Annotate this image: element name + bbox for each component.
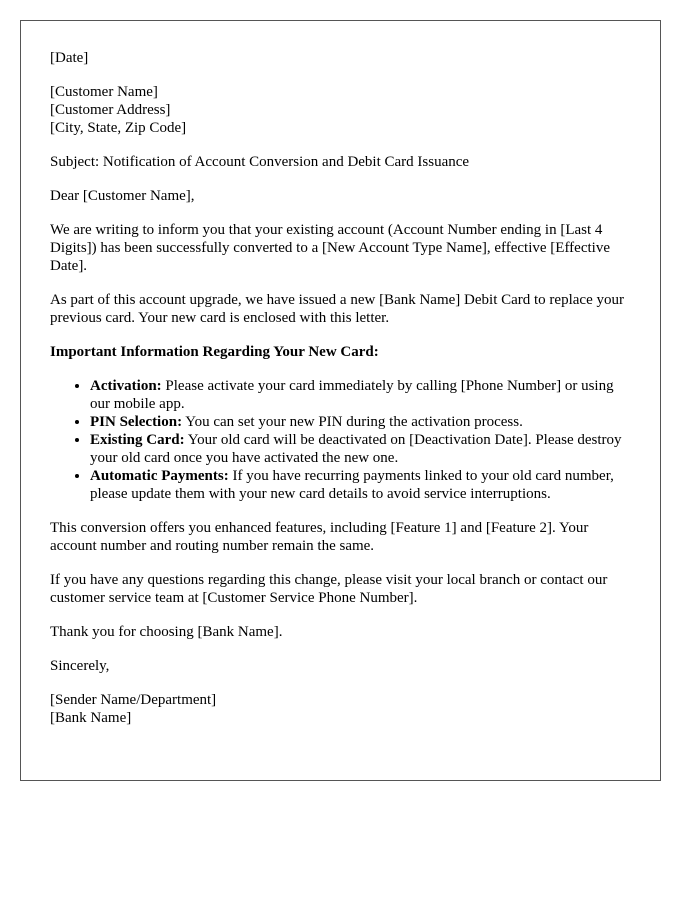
recipient-city-state-zip: [City, State, Zip Code] — [50, 120, 187, 136]
list-item-term: Activation: — [90, 378, 162, 394]
list-item-pin-selection — [90, 413, 631, 431]
important-info-heading: Important Information Regarding Your New Card: — [50, 344, 379, 360]
list-item-text: If you have recurring payments linked to your old card number, please update them with your new card details to avoid service interruptions. — [90, 468, 614, 502]
paragraph-thanks: Thank you for choosing [Bank Name]. — [50, 624, 283, 640]
sender-signature-block — [50, 691, 631, 727]
paragraph-questions-contact: If you have any questions regarding this change, please visit your local branch or contact our customer service team at [Customer Service Phone Number]. — [50, 572, 608, 606]
sender-name-department: [Sender Name/Department] — [50, 692, 217, 708]
letter-greeting: Dear [Customer Name], — [50, 188, 195, 204]
recipient-address: [Customer Address] — [50, 102, 171, 118]
list-item-term: Existing Card: — [90, 432, 185, 448]
paragraph-enhanced-features: This conversion offers you enhanced features, including [Feature 1] and [Feature 2]. Your account number and routing number remain the same. — [50, 520, 589, 554]
list-item-existing-card — [90, 431, 631, 467]
list-item-automatic-payments — [90, 467, 631, 503]
letter-date: [Date] — [50, 50, 89, 66]
list-item-activation — [90, 377, 631, 413]
paragraph-account-conversion: We are writing to inform you that your existing account (Account Number ending in [Last 4 Digits]) has been successfully converted to a [New Account Type Name], effective [Effective Date]. — [50, 222, 610, 274]
list-item-term: PIN Selection: — [90, 414, 183, 430]
letter-page — [20, 20, 661, 781]
sender-bank-name: [Bank Name] — [50, 710, 132, 726]
letter-closing: Sincerely, — [50, 658, 110, 674]
list-item-term: Automatic Payments: — [90, 468, 229, 484]
letter-subject: Subject: Notification of Account Conversion and Debit Card Issuance — [50, 154, 470, 170]
list-item-text: Your old card will be deactivated on [Deactivation Date]. Please destroy your old card once you have activated the new one. — [90, 432, 622, 466]
list-item-text: Please activate your card immediately by calling [Phone Number] or using our mobile app. — [90, 378, 614, 412]
recipient-address-block — [50, 83, 631, 137]
recipient-name: [Customer Name] — [50, 84, 158, 100]
important-info-list — [50, 377, 631, 503]
paragraph-card-issuance: As part of this account upgrade, we have issued a new [Bank Name] Debit Card to replace your previous card. Your new card is enclosed with this letter. — [50, 292, 624, 326]
list-item-text: You can set your new PIN during the activation process. — [182, 414, 523, 430]
